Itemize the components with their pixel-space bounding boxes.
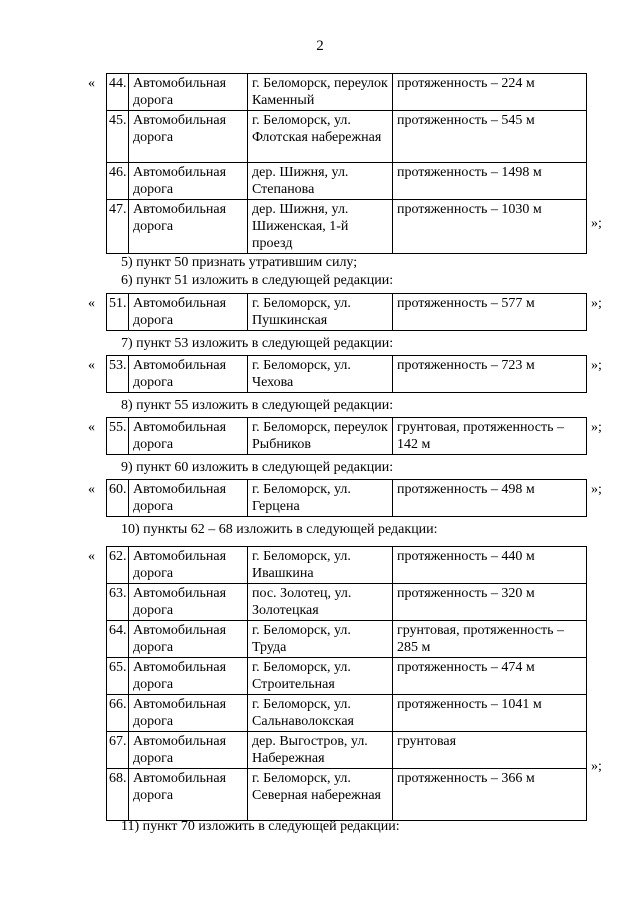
row-number: 45. — [107, 111, 129, 163]
table-row — [107, 658, 587, 695]
road-address: г. Беломорск, ул. Труда — [248, 621, 393, 658]
road-address: г. Беломорск, ул. Сальнаволокская — [248, 695, 393, 732]
row-number: 60. — [107, 480, 129, 517]
table-row — [107, 111, 587, 163]
table-row — [107, 294, 587, 331]
table-row — [107, 200, 587, 254]
road-description: протяженность – 1041 м — [393, 695, 587, 732]
table-row — [107, 418, 587, 455]
road-type: Автомобильная дорога — [129, 658, 248, 695]
road-address: г. Беломорск, ул. Чехова — [248, 356, 393, 393]
row-number: 44. — [107, 74, 129, 111]
road-type: Автомобильная дорога — [129, 621, 248, 658]
road-address: г. Беломорск, переулок Каменный — [248, 74, 393, 111]
close-quote: »; — [591, 216, 602, 231]
table-row — [107, 621, 587, 658]
open-quote: « — [88, 76, 95, 91]
roads-table-2 — [106, 293, 587, 331]
page-number: 2 — [316, 38, 324, 54]
road-type: Автомобильная дорога — [129, 111, 248, 163]
road-type: Автомобильная дорога — [129, 356, 248, 393]
row-number: 53. — [107, 356, 129, 393]
road-type: Автомобильная дорога — [129, 732, 248, 769]
road-description: протяженность – 723 м — [393, 356, 587, 393]
row-number: 65. — [107, 658, 129, 695]
road-description: грунтовая, протяженность – 142 м — [393, 418, 587, 455]
table-row — [107, 732, 587, 769]
instruction-line: 8) пункт 55 изложить в следующей редакции: — [121, 398, 394, 413]
roads-table-5 — [106, 479, 587, 517]
open-quote: « — [88, 482, 95, 497]
open-quote: « — [88, 420, 95, 435]
road-address: г. Беломорск, ул. Северная набережная — [248, 769, 393, 821]
open-quote: « — [88, 549, 95, 564]
close-quote: »; — [591, 296, 602, 311]
close-quote: »; — [591, 358, 602, 373]
road-description: протяженность – 440 м — [393, 547, 587, 584]
road-type: Автомобильная дорога — [129, 547, 248, 584]
road-address: г. Беломорск, ул. Строительная — [248, 658, 393, 695]
row-number: 67. — [107, 732, 129, 769]
instruction-line: 11) пункт 70 изложить в следующей редакции: — [121, 819, 400, 834]
road-address: пос. Золотец, ул. Золотецкая — [248, 584, 393, 621]
road-description: протяженность – 474 м — [393, 658, 587, 695]
table-row — [107, 163, 587, 200]
open-quote: « — [88, 296, 95, 311]
road-type: Автомобильная дорога — [129, 695, 248, 732]
road-address: дер. Выгостров, ул. Набережная — [248, 732, 393, 769]
road-type: Автомобильная дорога — [129, 294, 248, 331]
table-row — [107, 769, 587, 821]
row-number: 68. — [107, 769, 129, 821]
road-address: г. Беломорск, ул. Герцена — [248, 480, 393, 517]
road-address: г. Беломорск, ул. Пушкинская — [248, 294, 393, 331]
close-quote: »; — [591, 482, 602, 497]
open-quote: « — [88, 358, 95, 373]
road-description: грунтовая, протяженность – 285 м — [393, 621, 587, 658]
row-number: 64. — [107, 621, 129, 658]
roads-table-3 — [106, 355, 587, 393]
road-description: протяженность – 1030 м — [393, 200, 587, 254]
road-description: протяженность – 1498 м — [393, 163, 587, 200]
table-row — [107, 547, 587, 584]
road-address: г. Беломорск, ул. Флотская набережная — [248, 111, 393, 163]
road-address: г. Беломорск, переулок Рыбников — [248, 418, 393, 455]
instruction-line: 7) пункт 53 изложить в следующей редакции: — [121, 336, 394, 351]
row-number: 46. — [107, 163, 129, 200]
row-number: 55. — [107, 418, 129, 455]
road-type: Автомобильная дорога — [129, 418, 248, 455]
roads-table-6 — [106, 546, 587, 821]
instruction-line: 9) пункт 60 изложить в следующей редакции: — [121, 460, 394, 475]
row-number: 63. — [107, 584, 129, 621]
table-row — [107, 584, 587, 621]
close-quote: »; — [591, 420, 602, 435]
road-type: Автомобильная дорога — [129, 74, 248, 111]
road-description: протяженность – 577 м — [393, 294, 587, 331]
road-description: протяженность – 498 м — [393, 480, 587, 517]
road-address: г. Беломорск, ул. Ивашкина — [248, 547, 393, 584]
row-number: 47. — [107, 200, 129, 254]
road-description: грунтовая — [393, 732, 587, 769]
close-quote: »; — [591, 759, 602, 774]
instruction-line: 10) пункты 62 – 68 изложить в следующей редакции: — [121, 522, 438, 537]
road-type: Автомобильная дорога — [129, 769, 248, 821]
instruction-line: 6) пункт 51 изложить в следующей редакции: — [121, 273, 394, 288]
road-description: протяженность – 545 м — [393, 111, 587, 163]
instruction-line: 5) пункт 50 признать утратившим силу; — [121, 255, 358, 270]
road-type: Автомобильная дорога — [129, 200, 248, 254]
table-row — [107, 356, 587, 393]
road-type: Автомобильная дорога — [129, 163, 248, 200]
road-description: протяженность – 224 м — [393, 74, 587, 111]
road-description: протяженность – 320 м — [393, 584, 587, 621]
roads-table-4 — [106, 417, 587, 455]
road-address: дер. Шижня, ул. Шиженская, 1-й проезд — [248, 200, 393, 254]
road-description: протяженность – 366 м — [393, 769, 587, 821]
roads-table-1 — [106, 73, 587, 254]
table-row — [107, 480, 587, 517]
road-type: Автомобильная дорога — [129, 480, 248, 517]
table-row — [107, 695, 587, 732]
road-address: дер. Шижня, ул. Степанова — [248, 163, 393, 200]
row-number: 66. — [107, 695, 129, 732]
table-row — [107, 74, 587, 111]
road-type: Автомобильная дорога — [129, 584, 248, 621]
row-number: 51. — [107, 294, 129, 331]
row-number: 62. — [107, 547, 129, 584]
